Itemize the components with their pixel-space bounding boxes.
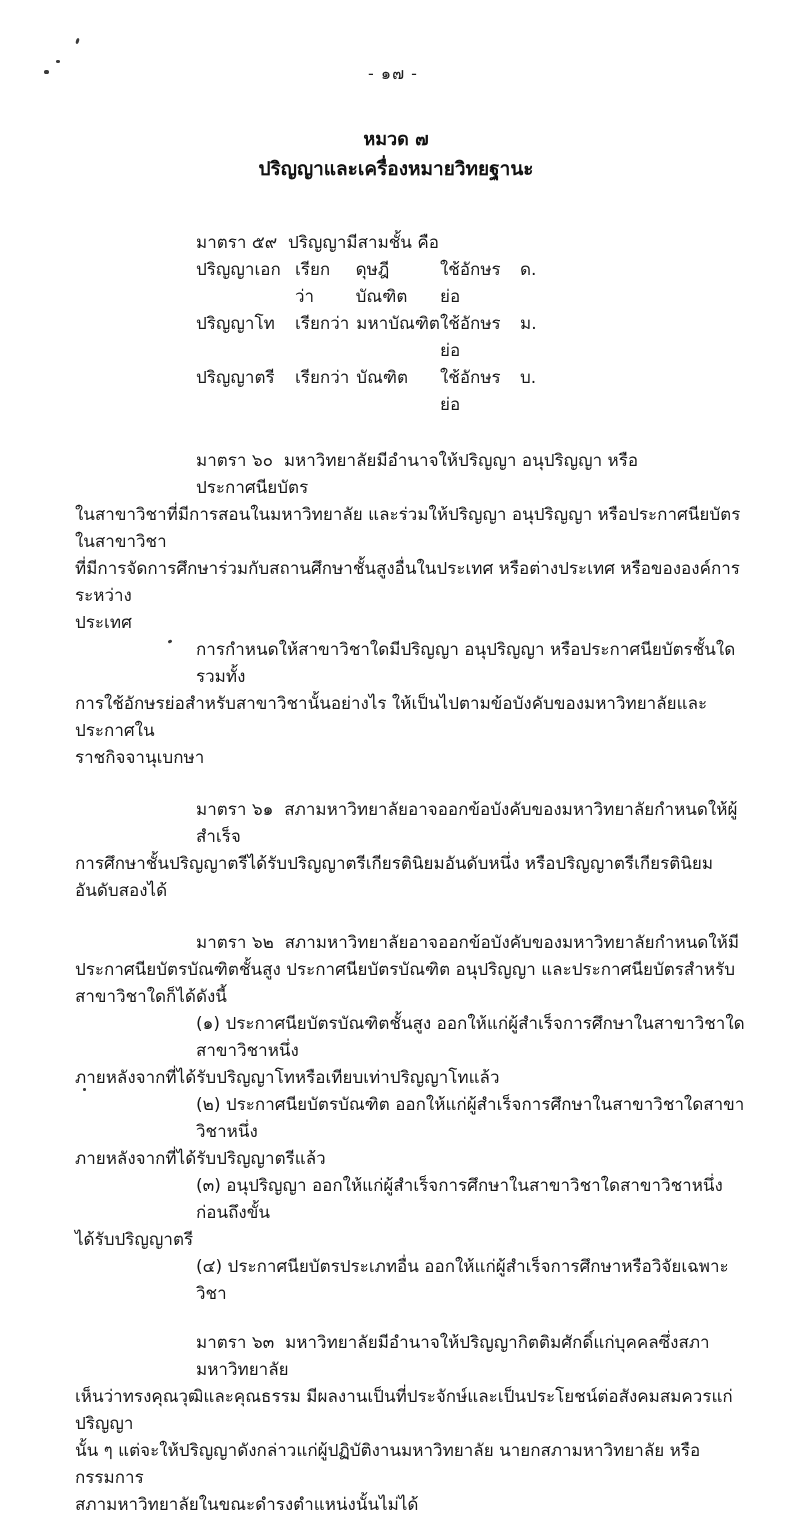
text-line: มาตรา ๖๐ มหาวิทยาลัยมีอำนาจให้ปริญญา อนุปริญญา หรือประกาศนียบัตร	[196, 451, 639, 498]
degree-level: ปริญญาตรี	[196, 368, 275, 388]
text-line: ที่มีการจัดการศึกษาร่วมกับสถานศึกษาชั้นสูงอื่นในประเทศ หรือต่างประเทศ หรือขององค์การระหว่าง	[75, 559, 740, 606]
text-line: (๔) ประกาศนียบัตรประเภทอื่น ออกให้แก่ผู้สำเร็จการศึกษาหรือวิจัยเฉพาะวิชา	[196, 1257, 729, 1304]
text-line: ภายหลังจากที่ได้รับปริญญาโทหรือเทียบเท่าปริญญาโทแล้ว	[75, 1068, 500, 1088]
degree-abbr: ม.	[520, 314, 537, 334]
degree-called-label: เรียกว่า	[295, 314, 350, 334]
text-line: ประเทศ	[75, 613, 132, 633]
text-line: (๓) อนุปริญญา ออกให้แก่ผู้สำเร็จการศึกษาในสาขาวิชาใดสาขาวิชาหนึ่งก่อนถึงขั้น	[196, 1176, 723, 1223]
page-number: - ๑๗ -	[368, 64, 418, 83]
text-line: มาตรา ๖๑ สภามหาวิทยาลัยอาจออกข้อบังคับของมหาวิทยาลัยกำหนดให้ผู้สำเร็จ	[196, 800, 738, 847]
degree-abbr: บ.	[520, 368, 537, 388]
section-62-intro	[75, 930, 747, 1011]
section-62-item-1	[75, 1011, 747, 1092]
text-line: (๒) ประกาศนียบัตรบัณฑิต ออกให้แก่ผู้สำเร็จการศึกษาในสาขาวิชาใดสาขาวิชาหนึ่ง	[196, 1095, 745, 1142]
scan-artifact	[75, 38, 80, 45]
text-line: การใช้อักษรย่อสำหรับสาขาวิชานั้นอย่างไร ให้เป็นไปตามข้อบังคับของมหาวิทยาลัยและประกาศใน	[75, 694, 708, 741]
text-line: นั้น ๆ แต่จะให้ปริญญาดังกล่าวแก่ผู้ปฏิบัติงานมหาวิทยาลัย นายกสภามหาวิทยาลัย หรือกรรมการ	[75, 1441, 701, 1488]
degree-level: ปริญญาโท	[196, 314, 275, 334]
text-line: ราชกิจจานุเบกษา	[75, 748, 205, 768]
degree-level: ปริญญาเอก	[196, 260, 281, 280]
section-60-paragraph-1	[75, 448, 747, 637]
degree-called-label: เรียกว่า	[295, 260, 331, 307]
text-line: การศึกษาชั้นปริญญาตรีได้รับปริญญาตรีเกียรตินิยมอันดับหนึ่ง หรือปริญญาตรีเกียรตินิยมอันดับสองได้	[75, 854, 714, 901]
document-body	[75, 230, 747, 1519]
degree-name: บัณฑิต	[356, 368, 409, 388]
text-line: มาตรา ๖๓ มหาวิทยาลัยมีอำนาจให้ปริญญากิตติมศักดิ์แก่บุคคลซึ่งสภามหาวิทยาลัย	[196, 1333, 710, 1380]
section-63-paragraph	[75, 1330, 747, 1519]
chapter-title: ปริญญาและเครื่องหมายวิทยฐานะ	[258, 158, 534, 180]
chapter-heading	[0, 126, 792, 184]
text-line: ในสาขาวิชาที่มีการสอนในมหาวิทยาลัย และร่วมให้ปริญญา อนุปริญญา หรือประกาศนียบัตรในสาขาวิชา	[75, 505, 741, 552]
degree-name-group	[295, 257, 440, 311]
degree-row-bachelor	[75, 365, 747, 419]
text-line: มาตรา ๖๒ สภามหาวิทยาลัยอาจออกข้อบังคับของมหาวิทยาลัยกำหนดให้มี	[196, 933, 740, 953]
degree-abbr-label: ใช้อักษรย่อ	[440, 368, 501, 415]
text-line: (๑) ประกาศนียบัตรบัณฑิตชั้นสูง ออกให้แก่ผู้สำเร็จการศึกษาในสาขาวิชาใดสาขาวิชาหนึ่ง	[196, 1014, 745, 1061]
degree-row-doctoral	[75, 257, 747, 311]
text-line: ภายหลังจากที่ได้รับปริญญาตรีแล้ว	[75, 1149, 326, 1169]
section-62-item-2	[75, 1092, 747, 1173]
section-62-item-3	[75, 1173, 747, 1254]
degree-name-group	[295, 365, 440, 419]
degree-row-master	[75, 311, 747, 365]
degree-abbr-label: ใช้อักษรย่อ	[440, 314, 501, 361]
degree-name-group	[295, 311, 440, 365]
chapter-label: หมวด ๗	[363, 129, 429, 150]
text-line: เห็นว่าทรงคุณวุฒิและคุณธรรม มีผลงานเป็นที่ประจักษ์และเป็นประโยชน์ต่อสังคมสมควรแก่ปริญญา	[75, 1387, 733, 1434]
degree-abbr: ด.	[520, 260, 537, 280]
section-60-paragraph-2	[75, 637, 747, 772]
text-line: สภามหาวิทยาลัยในขณะดำรงตำแหน่งนั้นไม่ได้	[75, 1495, 419, 1515]
degree-name: มหาบัณฑิต	[356, 314, 440, 334]
text-line: การกำหนดให้สาขาวิชาใดมีปริญญา อนุปริญญา หรือประกาศนียบัตรชั้นใด รวมทั้ง	[196, 640, 741, 687]
degree-called-label: เรียกว่า	[295, 368, 350, 388]
text-line: ประกาศนียบัตรบัณฑิตชั้นสูง ประกาศนียบัตรบัณฑิต อนุปริญญา และประกาศนียบัตรสำหรับ	[75, 960, 735, 980]
degree-abbr-label: ใช้อักษรย่อ	[440, 260, 501, 307]
section-61-paragraph	[75, 797, 747, 905]
degree-name: ดุษฎีบัณฑิต	[355, 260, 408, 307]
text-line: สาขาวิชาใดก็ได้ดังนี้	[75, 987, 227, 1007]
section-59-heading: มาตรา ๕๙ ปริญญามีสามชั้น คือ	[196, 233, 439, 253]
text-line: ได้รับปริญญาตรี	[75, 1230, 194, 1250]
section-62-item-4	[75, 1254, 747, 1308]
